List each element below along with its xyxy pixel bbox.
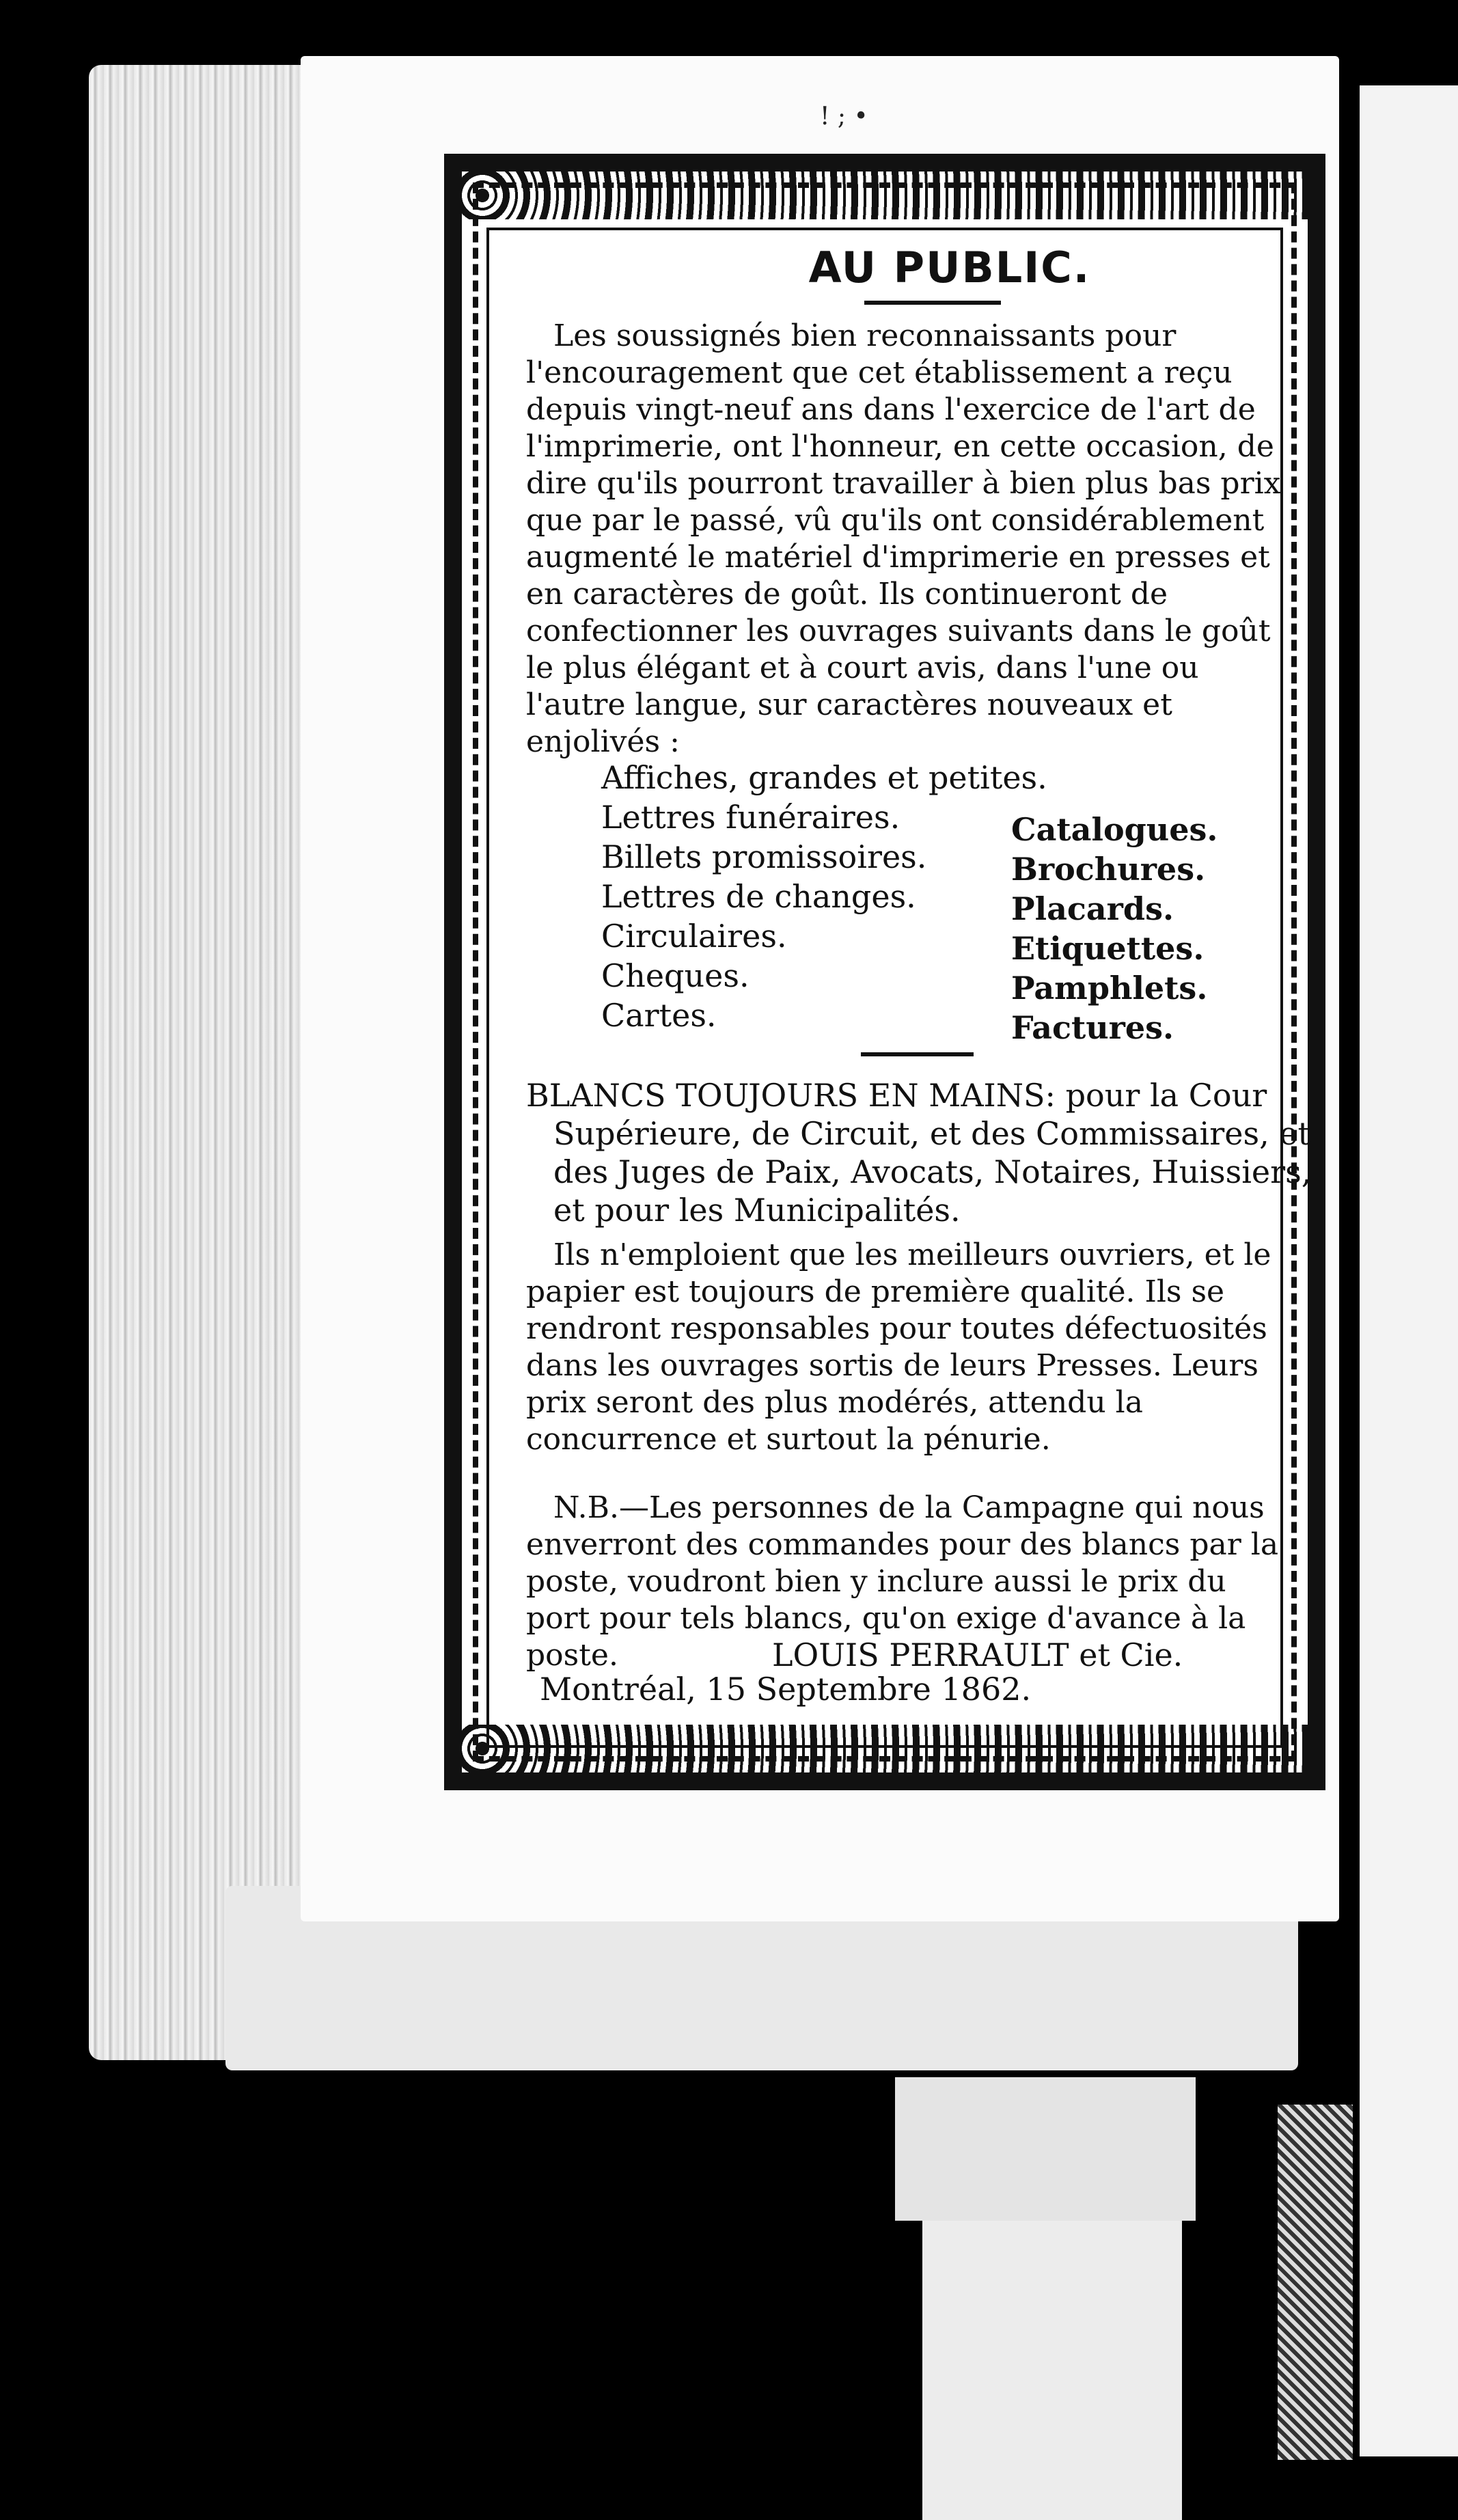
section-rule (861, 1052, 974, 1056)
book-stand-column (922, 2221, 1182, 2520)
page-marks: ! ; • (820, 102, 868, 131)
list-item-left-5: Cheques. (601, 957, 749, 994)
list-item-right-2: Brochures. (1011, 851, 1206, 888)
list-item-right-1: Catalogues. (1011, 811, 1218, 848)
list-item-left-6: Cartes. (601, 997, 717, 1034)
list-item-right-5: Pamphlets. (1011, 970, 1208, 1006)
list-item-left-1: Lettres funéraires. (601, 799, 900, 836)
ouvriers-paragraph: Ils n'emploient que les meilleurs ouvriers, et le papier est toujours de première qualité. Ils se rendront responsables pour toutes défectuosités dans les ouvrages sortis de leurs Presses. Leurs prix seront des plus modérés, attendu la concurrence et surtout la pénurie. (526, 1237, 1271, 1457)
lace-cloth (1278, 2105, 1353, 2460)
list-item-right-4: Etiquettes. (1011, 930, 1205, 967)
nb-paragraph: N.B.—Les personnes de la Campagne qui nous enverront des commandes pour des blancs par la poste, voudront bien y inclure aussi le prix du port pour tels blancs, qu'on exige d'avance à la poste. (526, 1490, 1279, 1673)
title-rule (864, 301, 1001, 305)
facing-page-edge (1360, 85, 1458, 2456)
dateline: Montréal, 15 Septembre 1862. (540, 1671, 1032, 1708)
list-item-right-3: Placards. (1011, 890, 1174, 927)
page-title: AU PUBLIC. (808, 243, 1091, 292)
book-page-edges (89, 65, 321, 2060)
list-item-right-6: Factures. (1011, 1009, 1174, 1046)
list-item-affiches: Affiches, grandes et petites. (601, 759, 1047, 796)
blancs-paragraph: BLANCS TOUJOURS EN MAINS: pour la Cour Supérieure, de Circuit, et des Commissaires, et des Juges de Paix, Avocats, Notaires, Huissiers, et pour les Municipalités. (526, 1077, 1312, 1229)
signature: LOUIS PERRAULT et Cie. (772, 1636, 1183, 1673)
intro-paragraph: Les soussignés bien reconnaissants pour l'encouragement que cet établissement a reçu depuis vingt-neuf ans dans l'exercice de l'art de l'imprimerie, ont l'honneur, en cette occasion, de dire qu'ils pourront travailler à bien plus bas prix que par le passé, vû qu'ils ont considérablement augmenté le matériel d'imprimerie en presses et en caractères de goût. Ils continueront de confectionner les ouvrages suivants dans le goût le plus élégant et à court avis, dans l'une ou l'autre langue, sur caractères nouveaux et enjolivés : (526, 318, 1281, 759)
list-item-left-4: Circulaires. (601, 918, 787, 955)
list-item-left-2: Billets promissoires. (601, 838, 927, 875)
book-stand-top (895, 2077, 1196, 2221)
list-item-left-3: Lettres de changes. (601, 878, 916, 915)
